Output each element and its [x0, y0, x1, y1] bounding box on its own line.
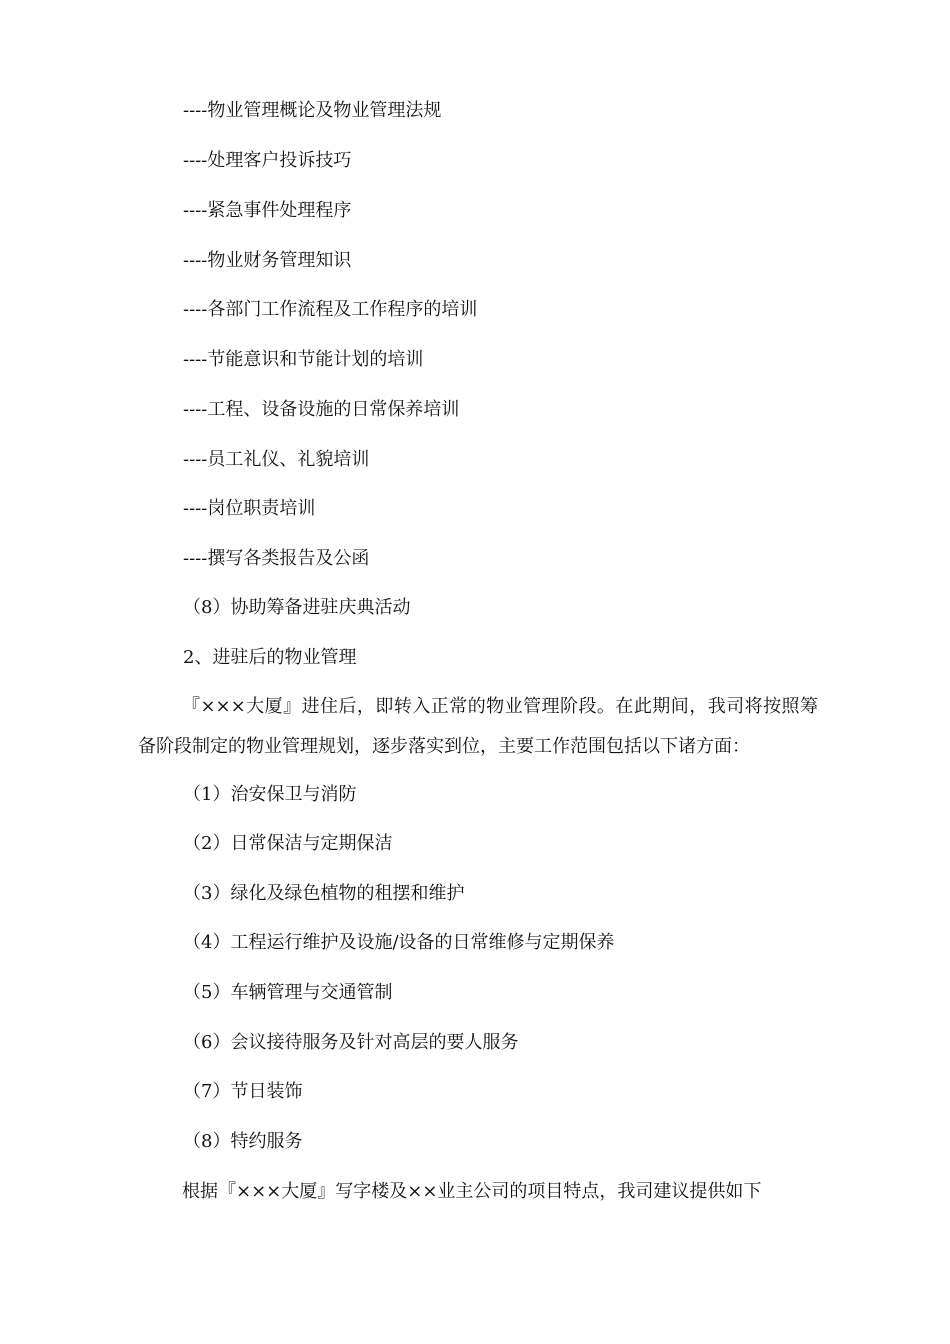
scope-item-7: （7）节日装饰	[183, 1081, 303, 1102]
scope-item-3: （3）绿化及绿色植物的租摆和维护	[183, 883, 465, 904]
scope-item-8: （8）特约服务	[183, 1131, 303, 1152]
training-item-8: ----员工礼仪、礼貌培训	[183, 449, 370, 470]
training-item-2: ----处理客户投诉技巧	[183, 150, 352, 171]
list-item-8-celebration: （8）协助筹备进驻庆典活动	[183, 597, 411, 618]
scope-item-4: （4）工程运行维护及设施/设备的日常维修与定期保养	[183, 932, 615, 953]
scope-item-5: （5）车辆管理与交通管制	[183, 982, 393, 1003]
training-item-6: ----节能意识和节能计划的培训	[183, 349, 424, 370]
scope-item-2: （2）日常保洁与定期保洁	[183, 833, 393, 854]
training-item-1: ----物业管理概论及物业管理法规	[183, 100, 442, 121]
training-item-4: ----物业财务管理知识	[183, 250, 352, 271]
intro-paragraph: 『×××大厦』进住后，即转入正常的物业管理阶段。在此期间，我司将按照筹备阶段制定的物业管理规划，逐步落实到位，主要工作范围包括以下诸方面：	[138, 696, 818, 757]
training-item-5: ----各部门工作流程及工作程序的培训	[183, 299, 478, 320]
scope-item-6: （6）会议接待服务及针对高层的要人服务	[183, 1032, 519, 1053]
training-item-10: ----撰写各类报告及公函	[183, 548, 370, 569]
scope-item-1: （1）治安保卫与消防	[183, 784, 357, 805]
closing-paragraph: 根据『×××大厦』写字楼及××业主公司的项目特点，我司建议提供如下	[182, 1181, 762, 1202]
section-heading: 2、进驻后的物业管理	[183, 647, 357, 668]
training-item-7: ----工程、设备设施的日常保养培训	[183, 399, 460, 420]
training-item-9: ----岗位职责培训	[183, 498, 316, 519]
training-item-3: ----紧急事件处理程序	[183, 200, 352, 221]
